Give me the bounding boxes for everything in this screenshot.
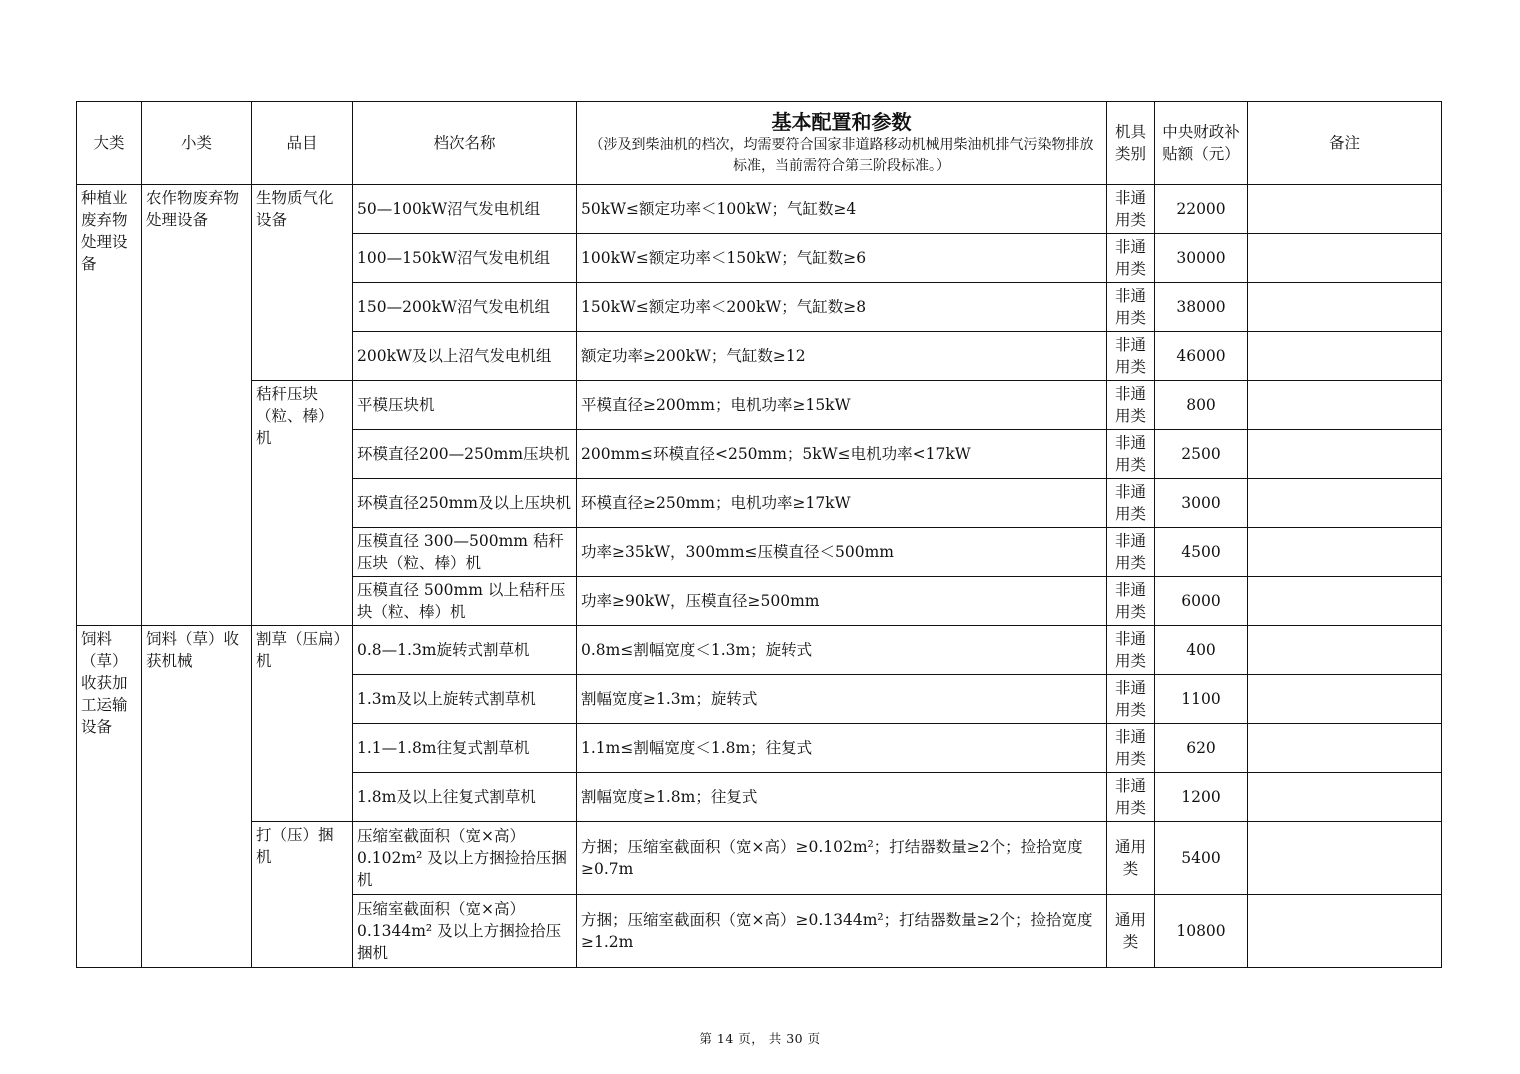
config-cell: 方捆；压缩室截面积（宽×高）≥0.1344m²；打结器数量≥2个；捡拾宽度≥1.2m <box>577 895 1107 968</box>
type-cell: 非通用类 <box>1107 332 1155 381</box>
table-row <box>77 381 1442 430</box>
header-grade: 档次名称 <box>353 102 577 185</box>
remark-cell <box>1248 528 1442 577</box>
subsidy-table <box>76 101 1442 968</box>
subsidy-cell: 1200 <box>1155 773 1248 822</box>
subsidy-cell: 30000 <box>1155 234 1248 283</box>
header-remark: 备注 <box>1248 102 1442 185</box>
config-cell: 方捆；压缩室截面积（宽×高）≥0.102m²；打结器数量≥2个；捡拾宽度≥0.7m <box>577 822 1107 895</box>
subsidy-cell: 38000 <box>1155 283 1248 332</box>
item-cell: 秸秆压块（粒、棒）机 <box>252 381 353 626</box>
grade-cell: 平模压块机 <box>353 381 577 430</box>
type-cell: 非通用类 <box>1107 234 1155 283</box>
subsidy-cell: 4500 <box>1155 528 1248 577</box>
grade-cell: 压模直径 300—500mm 秸秆压块（粒、棒）机 <box>353 528 577 577</box>
config-cell: 50kW≤额定功率＜100kW；气缸数≥4 <box>577 185 1107 234</box>
type-cell: 非通用类 <box>1107 773 1155 822</box>
header-config <box>577 102 1107 185</box>
subcategory-cell: 饲料（草）收获机械 <box>142 626 252 968</box>
category-cell: 饲料（草）收获加工运输设备 <box>77 626 142 968</box>
type-cell: 非通用类 <box>1107 185 1155 234</box>
config-cell: 环模直径≥250mm；电机功率≥17kW <box>577 479 1107 528</box>
config-cell: 200mm≤环模直径<250mm；5kW≤电机功率<17kW <box>577 430 1107 479</box>
grade-cell: 1.3m及以上旋转式割草机 <box>353 675 577 724</box>
config-cell: 100kW≤额定功率＜150kW；气缸数≥6 <box>577 234 1107 283</box>
grade-cell: 环模直径200—250mm压块机 <box>353 430 577 479</box>
remark-cell <box>1248 675 1442 724</box>
category-cell: 种植业废弃物处理设备 <box>77 185 142 626</box>
config-cell: 150kW≤额定功率＜200kW；气缸数≥8 <box>577 283 1107 332</box>
type-cell: 通用类 <box>1107 822 1155 895</box>
subsidy-cell: 10800 <box>1155 895 1248 968</box>
table-row <box>77 822 1442 895</box>
grade-cell: 1.1—1.8m往复式割草机 <box>353 724 577 773</box>
remark-cell <box>1248 381 1442 430</box>
grade-cell: 100—150kW沼气发电机组 <box>353 234 577 283</box>
config-cell: 功率≥35kW，300mm≤压模直径＜500mm <box>577 528 1107 577</box>
config-cell: 割幅宽度≥1.3m；旋转式 <box>577 675 1107 724</box>
remark-cell <box>1248 895 1442 968</box>
subsidy-cell: 400 <box>1155 626 1248 675</box>
config-cell: 0.8m≤割幅宽度＜1.3m；旋转式 <box>577 626 1107 675</box>
item-cell: 割草（压扁）机 <box>252 626 353 822</box>
config-cell: 割幅宽度≥1.8m；往复式 <box>577 773 1107 822</box>
table-header-row <box>77 102 1442 185</box>
remark-cell <box>1248 479 1442 528</box>
type-cell: 非通用类 <box>1107 675 1155 724</box>
subsidy-cell: 2500 <box>1155 430 1248 479</box>
subsidy-cell: 3000 <box>1155 479 1248 528</box>
config-cell: 功率≥90kW，压模直径≥500mm <box>577 577 1107 626</box>
remark-cell <box>1248 822 1442 895</box>
header-item: 品目 <box>252 102 353 185</box>
type-cell: 非通用类 <box>1107 528 1155 577</box>
header-subcategory: 小类 <box>142 102 252 185</box>
header-subsidy: 中央财政补贴额（元） <box>1155 102 1248 185</box>
grade-cell: 压模直径 500mm 以上秸秆压块（粒、棒）机 <box>353 577 577 626</box>
page-footer: 第 14 页， 共 30 页 <box>699 1031 821 1046</box>
remark-cell <box>1248 773 1442 822</box>
remark-cell <box>1248 234 1442 283</box>
type-cell: 非通用类 <box>1107 430 1155 479</box>
header-type: 机具类别 <box>1107 102 1155 185</box>
type-cell: 非通用类 <box>1107 283 1155 332</box>
config-cell: 额定功率≥200kW；气缸数≥12 <box>577 332 1107 381</box>
remark-cell <box>1248 430 1442 479</box>
subsidy-cell: 6000 <box>1155 577 1248 626</box>
type-cell: 通用类 <box>1107 895 1155 968</box>
subsidy-cell: 1100 <box>1155 675 1248 724</box>
remark-cell <box>1248 626 1442 675</box>
type-cell: 非通用类 <box>1107 577 1155 626</box>
item-cell: 生物质气化设备 <box>252 185 353 381</box>
subsidy-cell: 620 <box>1155 724 1248 773</box>
type-cell: 非通用类 <box>1107 479 1155 528</box>
grade-cell: 压缩室截面积（宽×高）0.1344m² 及以上方捆捡拾压捆机 <box>353 895 577 968</box>
remark-cell <box>1248 283 1442 332</box>
config-cell: 1.1m≤割幅宽度＜1.8m；往复式 <box>577 724 1107 773</box>
remark-cell <box>1248 332 1442 381</box>
grade-cell: 150—200kW沼气发电机组 <box>353 283 577 332</box>
table-row <box>77 185 1442 234</box>
grade-cell: 压缩室截面积（宽×高）0.102m² 及以上方捆捡拾压捆机 <box>353 822 577 895</box>
subcategory-cell: 农作物废弃物处理设备 <box>142 185 252 626</box>
table-row <box>77 626 1442 675</box>
type-cell: 非通用类 <box>1107 626 1155 675</box>
subsidy-cell: 22000 <box>1155 185 1248 234</box>
subsidy-cell: 800 <box>1155 381 1248 430</box>
subsidy-cell: 46000 <box>1155 332 1248 381</box>
type-cell: 非通用类 <box>1107 381 1155 430</box>
header-category: 大类 <box>77 102 142 185</box>
remark-cell <box>1248 724 1442 773</box>
grade-cell: 200kW及以上沼气发电机组 <box>353 332 577 381</box>
header-config-note: （涉及到柴油机的档次，均需要符合国家非道路移动机械用柴油机排气污染物排放标准，当前需符合第三阶段标准。） <box>589 137 1094 174</box>
grade-cell: 50—100kW沼气发电机组 <box>353 185 577 234</box>
type-cell: 非通用类 <box>1107 724 1155 773</box>
config-cell: 平模直径≥200mm；电机功率≥15kW <box>577 381 1107 430</box>
table-body <box>77 185 1442 968</box>
remark-cell <box>1248 577 1442 626</box>
grade-cell: 环模直径250mm及以上压块机 <box>353 479 577 528</box>
item-cell: 打（压）捆机 <box>252 822 353 968</box>
grade-cell: 1.8m及以上往复式割草机 <box>353 773 577 822</box>
remark-cell <box>1248 185 1442 234</box>
subsidy-cell: 5400 <box>1155 822 1248 895</box>
grade-cell: 0.8—1.3m旋转式割草机 <box>353 626 577 675</box>
header-config-title: 基本配置和参数 <box>771 110 912 134</box>
